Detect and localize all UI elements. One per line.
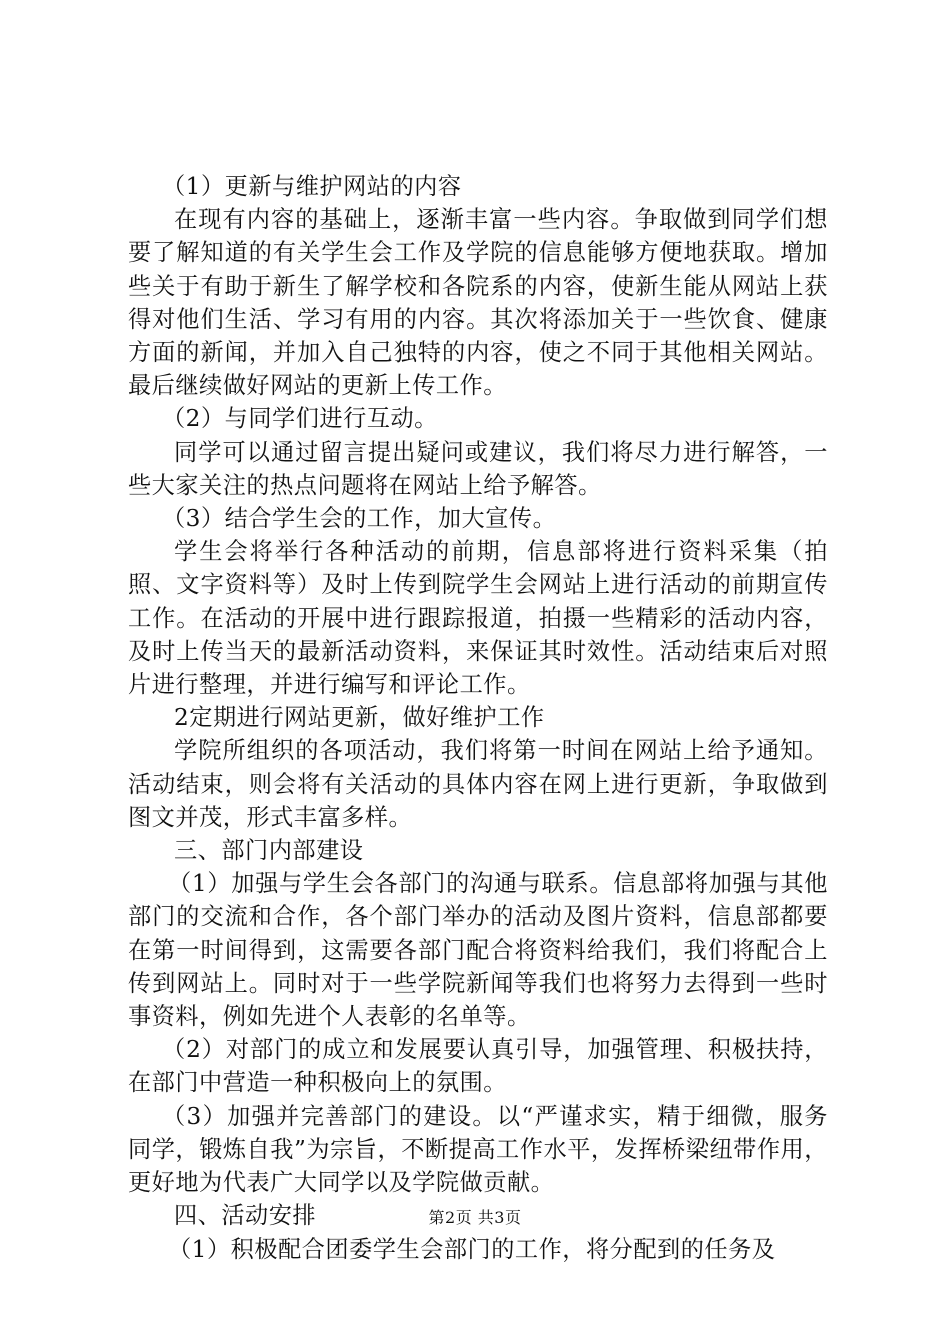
paragraph-regular-update: 学院所组织的各项活动，我们将第一时间在网站上给予通知。活动结束，则会将有关活动的具体内容在网上进行更新，争取做到图文并茂，形式丰富多样。 (128, 737, 828, 831)
subheading-update-maintain: （1）更新与维护网站的内容 (162, 173, 462, 200)
paragraph-guidance: （2）对部门的成立和发展要认真引导，加强管理、积极扶持，在部门中营造一种积极向上的氛围。 (128, 1036, 828, 1097)
page-footer: 第2页 共3页 (428, 1208, 522, 1227)
section-heading-activities: 四、活动安排 (174, 1202, 317, 1230)
paragraph-communication: （1）加强与学生会各部门的沟通与联系。信息部将加强与其他部门的交流和合作，各个部门举办的活动及图片资料，信息部都要在第一时间得到，这需要各部门配合将资料给我们，我们将配合上传到网站上。同时对于一些学院新闻等我们也将努力去得到一些时事资料，例如先进个人表彰的名单等。 (128, 870, 828, 1031)
section-heading-internal: 三、部门内部建设 (174, 837, 364, 865)
paragraph-construction: （3）加强并完善部门的建设。以“严谨求实，精于细微，服务同学，锻炼自我”为宗旨，不断提高工作水平，发挥桥梁纽带作用，更好地为代表广大同学以及学院做贡献。 (128, 1102, 828, 1197)
subheading-regular-update: 2定期进行网站更新，做好维护工作 (174, 704, 545, 732)
subheading-publicity: （3）结合学生会的工作，加大宣传。 (162, 505, 557, 533)
paragraph-publicity: 学生会将举行各种活动的前期，信息部将进行资料采集（拍照、文字资料等）及时上传到院学生会网站上进行活动的前期宣传工作。在活动的开展中进行跟踪报道，拍摄一些精彩的活动内容，及时上传当天的最新活动资料，来保证其时效性。活动结束后对照片进行整理，并进行编写和评论工作。 (128, 538, 828, 699)
paragraph-content-plan: 在现有内容的基础上，逐渐丰富一些内容。争取做到同学们想要了解知道的有关学生会工作及学院的信息能够方便地获取。增加些关于有助于新生了解学校和各院系的内容，使新生能从网站上获得对他们生活、学习有用的内容。其次将添加关于一些饮食、健康方面的新闻，并加入自己独特的内容，使之不同于其他相关网站。最后继续做好网站的更新上传工作。 (128, 206, 828, 400)
paragraph-cooperate: （1）积极配合团委学生会部门的工作，将分配到的任务及 (168, 1235, 776, 1263)
document-body (128, 170, 828, 1266)
paragraph-interaction: 同学可以通过留言提出疑问或建议，我们将尽力进行解答，一些大家关注的热点问题将在网站上给予解答。 (128, 438, 828, 499)
subheading-interaction: （2）与同学们进行互动。 (162, 405, 438, 433)
